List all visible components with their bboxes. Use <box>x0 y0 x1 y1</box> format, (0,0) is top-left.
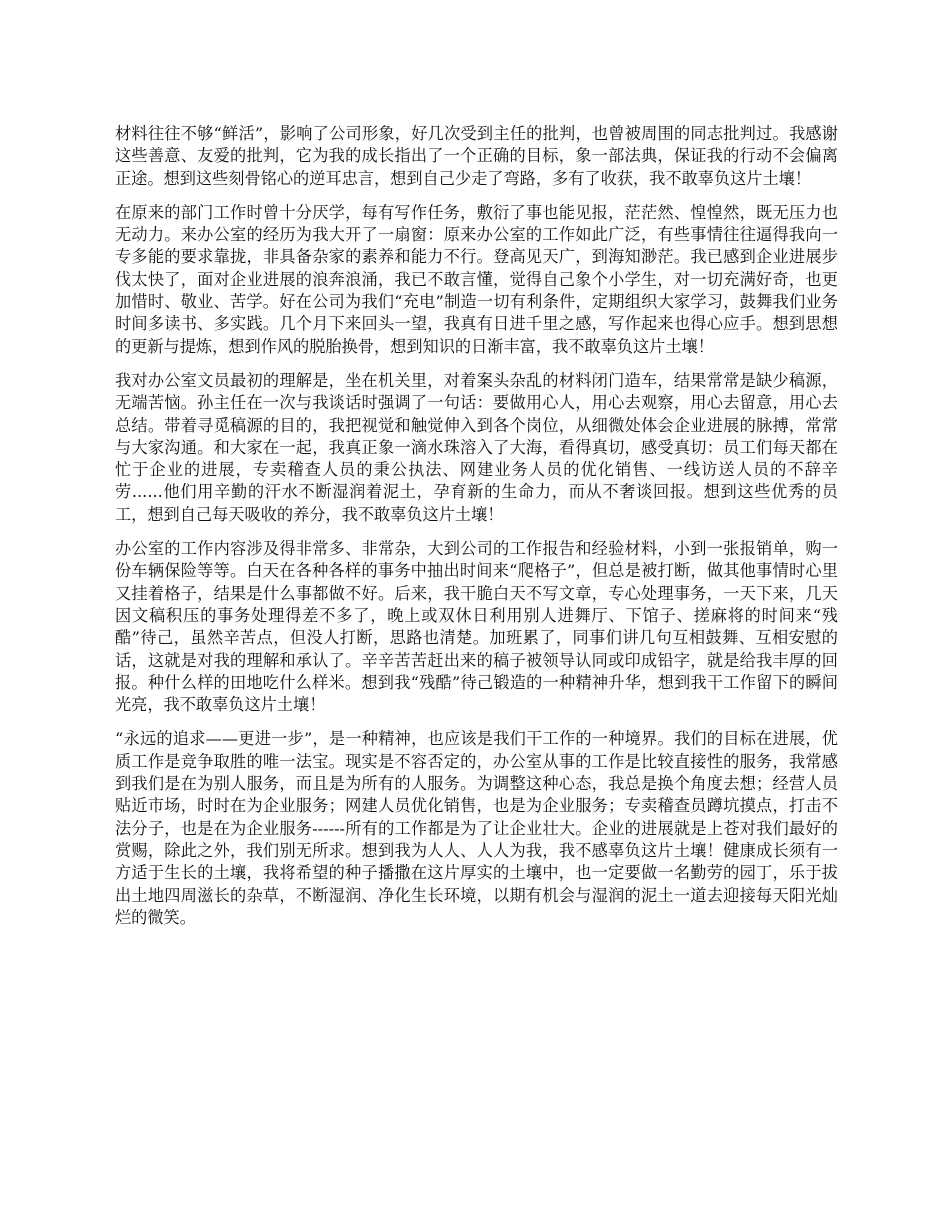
paragraph: 办公室的工作内容涉及得非常多、非常杂，大到公司的工作报告和经验材料，小到一张报销单，购一份车辆保险等等。白天在各种各样的事务中抽出时间来“爬格子”，但总是被打断，做其他事情时心里又挂着格子，结果是什么事都做不好。后来，我干脆白天不写文章，专心处理事务，一天下来，几天因文稿积压的事务处理得差不多了，晚上或双休日利用别人进舞厅、下馆子、搓麻将的时间来“残酷”待己，虽然辛苦点，但没人打断，思路也清楚。加班累了，同事们讲几句互相鼓舞、互相安慰的话，这就是对我的理解和承认了。辛辛苦苦赶出来的稿子被领导认同或印成铅字，就是给我丰厚的回报。种什么样的田地吃什么样米。想到我“残酷”待己锻造的一种精神升华，想到我干工作留下的瞬间光亮，我不敢辜负这片土壤！ <box>115 539 838 715</box>
paragraph: 我对办公室文员最初的理解是，坐在机关里，对着案头杂乱的材料闭门造车，结果常常是缺少稿源，无端苦恼。孙主任在一次与我谈话时强调了一句话：要做用心人，用心去观察，用心去留意，用心去总结。带着寻觅稿源的目的，我把视觉和触觉伸入到各个岗位，从细微处体会企业进展的脉搏，常常与大家沟通。和大家在一起，我真正象一滴水珠溶入了大海，看得真切，感受真切：员工们每天都在忙于企业的进展，专卖稽查人员的秉公执法、网建业务人员的优化销售、一线访送人员的不辞辛劳......他们用辛勤的汗水不断湿润着泥土，孕育新的生命力，而从不奢谈回报。想到这些优秀的员工，想到自己每天吸收的养分，我不敢辜负这片土壤！ <box>115 370 838 524</box>
paragraph: 材料往往不够“鲜活”，影响了公司形象，好几次受到主任的批判，也曾被周围的同志批判过。我感谢这些善意、友爱的批判，它为我的成长指出了一个正确的目标，象一部法典，保证我的行动不会偏离正途。想到这些刻骨铭心的逆耳忠言，想到自己少走了弯路，多有了收获，我不敢辜负这片土壤！ <box>115 124 838 188</box>
document-body <box>115 123 838 941</box>
paragraph: “永远的追求——更进一步”，是一种精神，也应该是我们干工作的一种境界。我们的目标在进展，优质工作是竞争取胜的唯一法宝。现实是不容否定的，办公室从事的工作是比较直接性的服务，我常感到我们是在为别人服务，而且是为所有的人服务。为调整这种心态，我总是换个角度去想；经营人员贴近市场，时时在为企业服务；网建人员优化销售，也是为企业服务；专卖稽查员蹲坑摸点，打击不法分子，也是在为企业服务------所有的工作都是为了让企业壮大。企业的进展就是上苍对我们最好的赏赐，除此之外，我们别无所求。想到我为人人、人人为我，我不感辜负这片土壤！健康成长须有一方适于生长的土壤，我将希望的种子播撒在这片厚实的土壤中，也一定要做一名勤劳的园丁，乐于拔出土地四周滋长的杂草，不断湿润、净化生长环境，以期有机会与湿润的泥土一道去迎接每天阳光灿烂的微笑。 <box>115 729 838 927</box>
paragraph: 在原来的部门工作时曾十分厌学，每有写作任务，敷衍了事也能见报，茫茫然、惶惶然，既无压力也无动力。来办公室的经历为我大开了一扇窗：原来办公室的工作如此广泛，有些事情往往逼得我向一专多能的要求靠拢，非具备杂家的素养和能力不行。登高见天广，到海知渺茫。我已感到企业进展步伐太快了，面对企业进展的浪奔浪涌，我已不敢言懂，觉得自己象个小学生，对一切充满好奇，也更加惜时、敬业、苦学。好在公司为我们“充电”制造一切有利条件，定期组织大家学习，鼓舞我们业务时间多读书、多实践。几个月下来回头一望，我真有日进千里之感，写作起来也得心应手。想到思想的更新与提炼，想到作风的脱胎换骨，想到知识的日渐丰富，我不敢辜负这片土壤！ <box>115 202 838 356</box>
